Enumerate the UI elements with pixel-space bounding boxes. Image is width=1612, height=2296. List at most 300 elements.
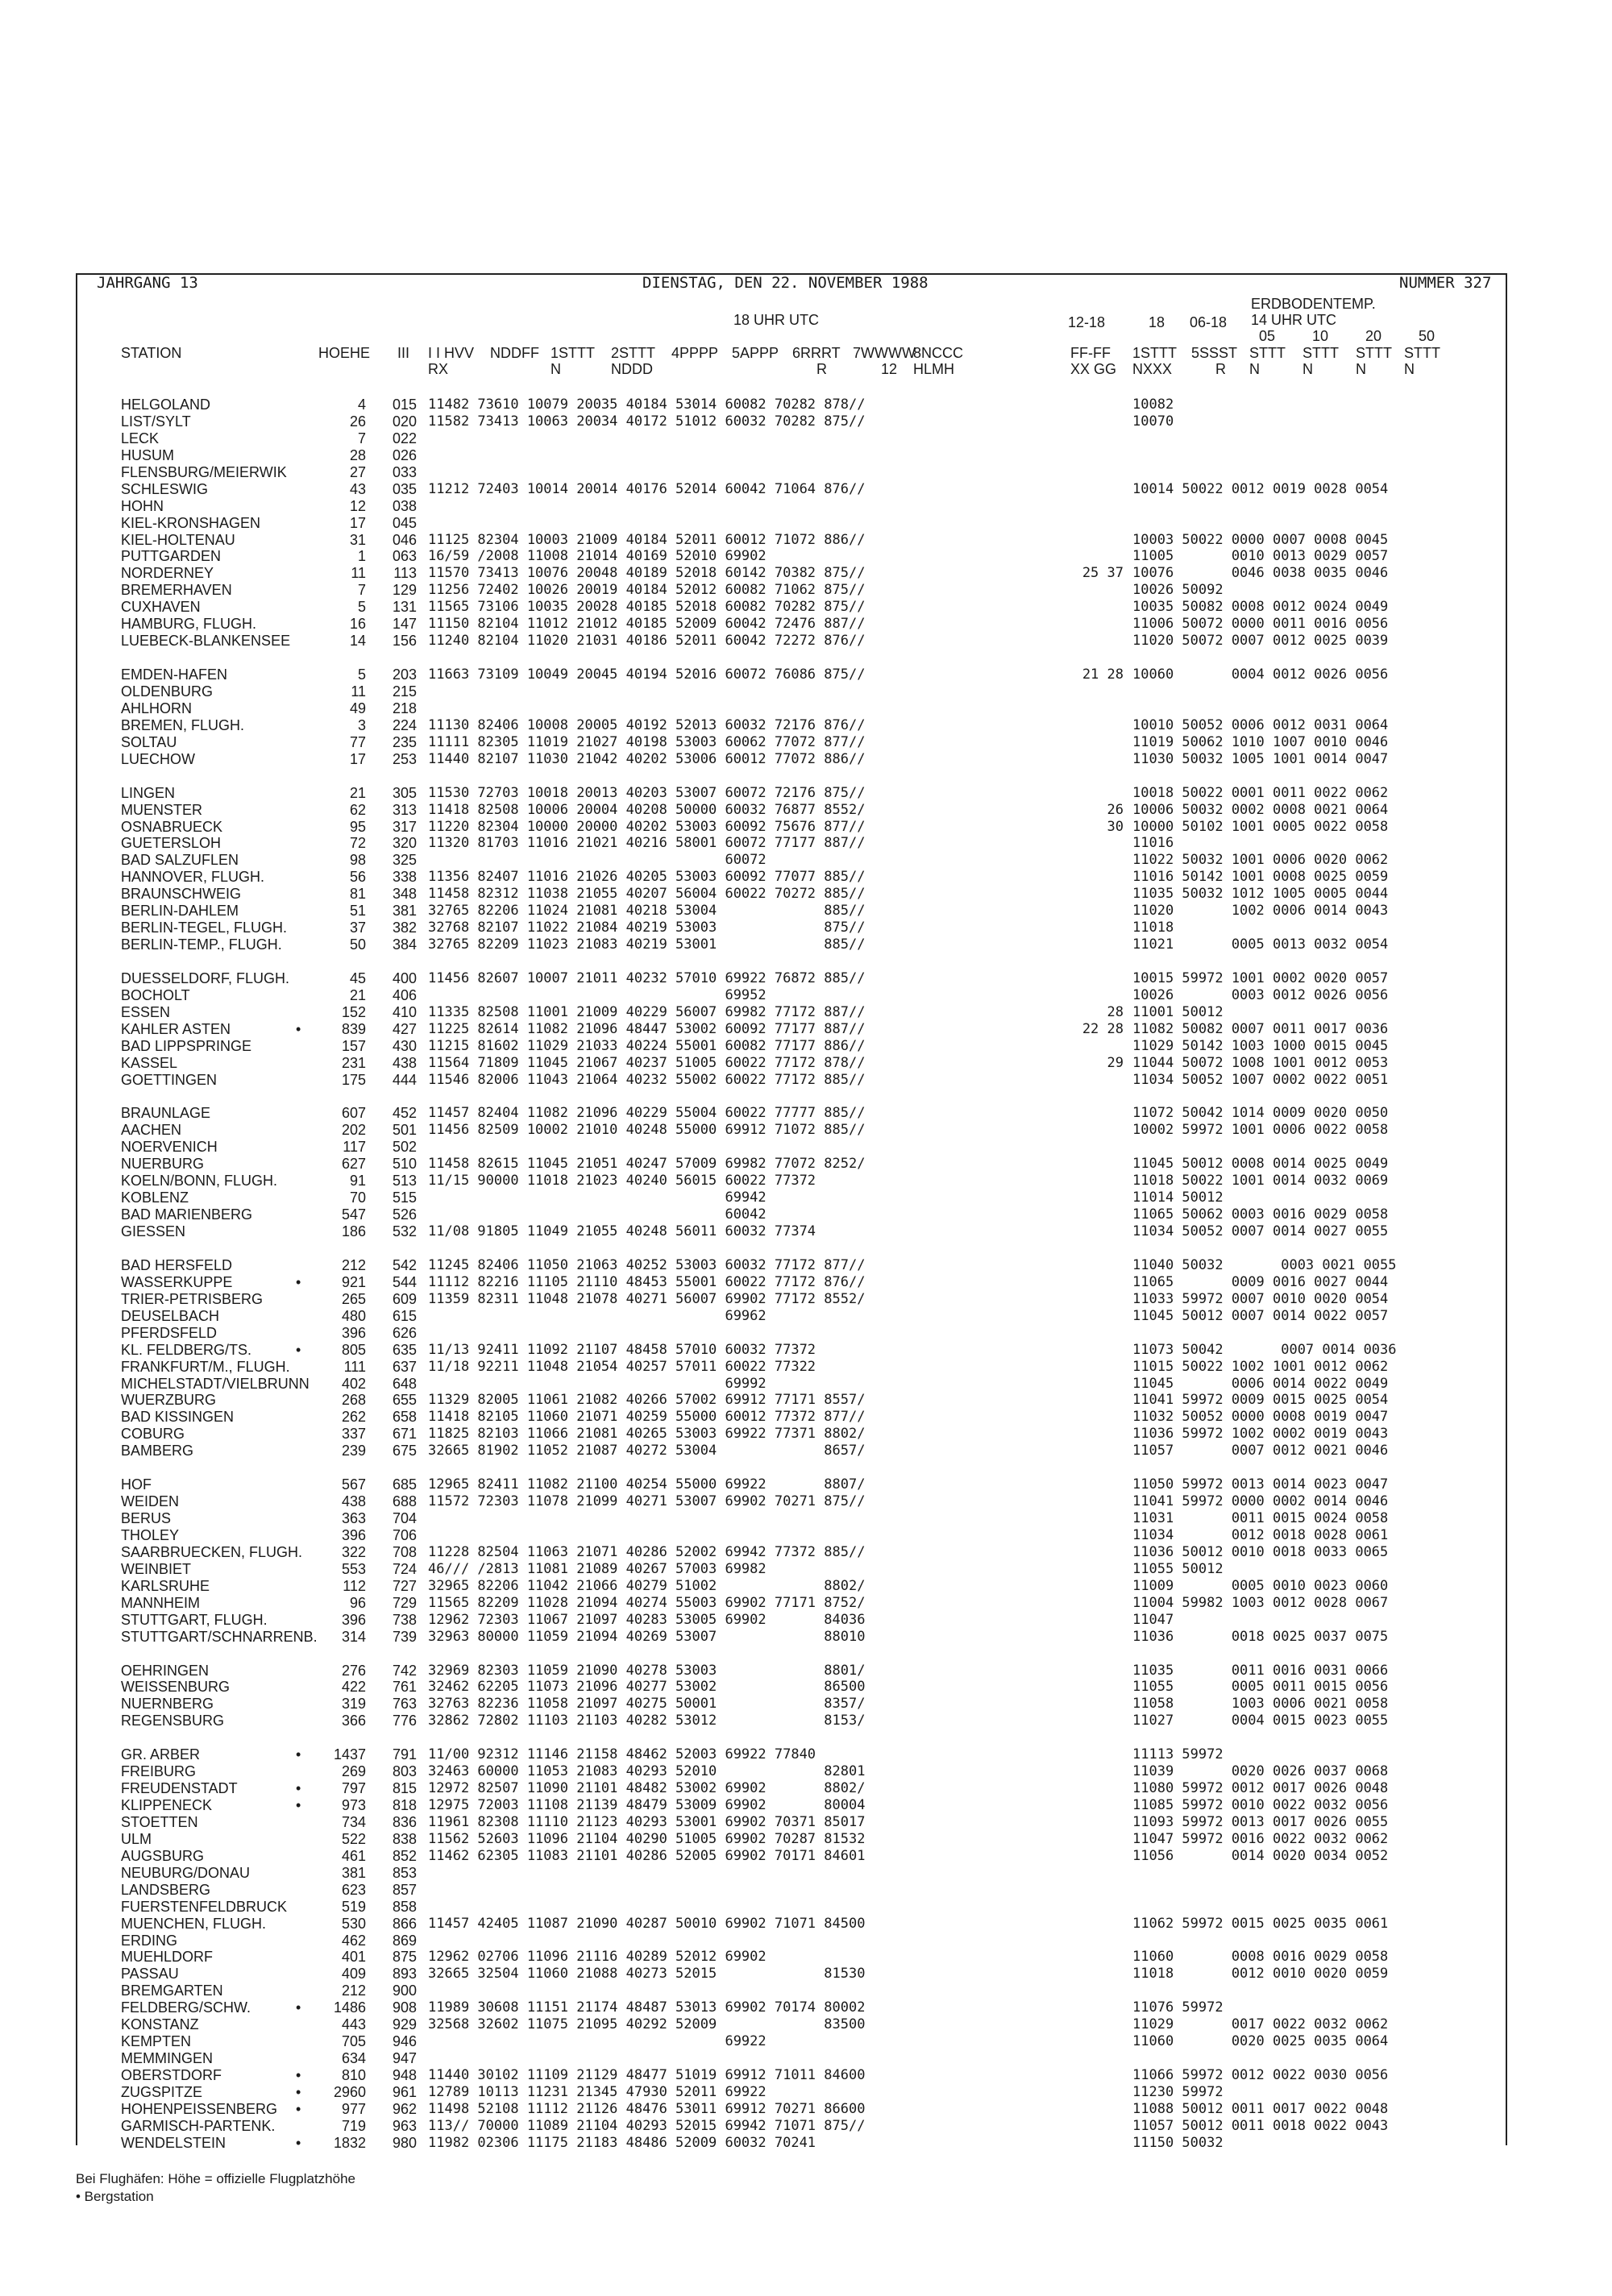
table-row bbox=[0, 1308, 1612, 1324]
synop-groups: 11565 82209 11028 21094 40274 55003 69902 77171 8752/ bbox=[428, 1595, 866, 1611]
table-row bbox=[0, 1595, 1612, 1611]
station-name: PASSAU bbox=[121, 1966, 179, 1982]
soil-temperature-groups: 11045 50012 0007 0014 0022 0057 bbox=[1132, 1308, 1389, 1324]
station-height: 21 bbox=[349, 987, 366, 1003]
station-id: 305 bbox=[392, 785, 417, 801]
synop-groups: 32965 82206 11042 21066 40279 51002 8802/ bbox=[428, 1578, 866, 1594]
table-row bbox=[0, 1122, 1612, 1138]
station-id: 729 bbox=[392, 1595, 417, 1611]
station-name: KOELN/BONN, FLUGH. bbox=[121, 1173, 278, 1189]
synop-groups: 12962 72303 11067 21097 40283 53005 69902 84036 bbox=[428, 1612, 866, 1628]
station-name: BAD HERSFELD bbox=[121, 1257, 233, 1273]
station-id: 706 bbox=[392, 1527, 417, 1543]
soil-temperature-groups: 10014 50022 0012 0019 0028 0054 bbox=[1132, 481, 1389, 497]
table-row bbox=[0, 2101, 1612, 2117]
station-id: 980 bbox=[392, 2135, 417, 2151]
station-name: STUTTGART/SCHNARRENB. bbox=[121, 1629, 318, 1645]
station-id: 739 bbox=[392, 1629, 417, 1645]
synop-groups: 11240 82104 11020 21031 40186 52011 60042 72272 876// bbox=[428, 633, 866, 649]
header-18: 18 bbox=[1149, 314, 1165, 330]
station-id: 046 bbox=[392, 532, 417, 548]
station-height: 276 bbox=[341, 1663, 366, 1679]
station-id: 838 bbox=[392, 1831, 417, 1847]
table-row bbox=[0, 464, 1612, 480]
soil-temperature-groups: 11015 50022 1002 1001 0012 0062 bbox=[1132, 1359, 1389, 1375]
table-row bbox=[0, 2016, 1612, 2032]
station-height: 1437 bbox=[333, 1746, 366, 1762]
station-name: BERLIN-TEGEL, FLUGH. bbox=[121, 920, 288, 936]
station-id: 727 bbox=[392, 1578, 417, 1594]
station-name: NUERNBERG bbox=[121, 1696, 214, 1712]
synop-groups: 11482 73610 10079 20035 40184 53014 60082 70282 878// bbox=[428, 397, 866, 413]
table-row bbox=[0, 1578, 1612, 1594]
table-row bbox=[0, 734, 1612, 750]
soil-temperature-groups: 11045 0006 0014 0022 0049 bbox=[1132, 1376, 1389, 1392]
station-height: 21 bbox=[349, 785, 366, 801]
station-id: 020 bbox=[392, 413, 417, 430]
synop-groups: 11565 73106 10035 20028 40185 52018 60082 70282 875// bbox=[428, 599, 866, 615]
station-height: 319 bbox=[341, 1696, 366, 1712]
soil-temperature-groups: 11113 59972 bbox=[1132, 1746, 1224, 1762]
station-height: 11 bbox=[351, 565, 366, 581]
station-id: 947 bbox=[392, 2050, 417, 2066]
station-height: 98 bbox=[349, 852, 366, 868]
station-name: ULM bbox=[121, 1831, 152, 1847]
header-ihvv: I I HVV RX bbox=[428, 345, 475, 377]
table-row bbox=[0, 1999, 1612, 2016]
station-id: 406 bbox=[392, 987, 417, 1003]
station-id: 022 bbox=[392, 430, 417, 446]
table-row bbox=[0, 1561, 1612, 1577]
synop-groups: 11130 82406 10008 20005 40192 52013 60032 72176 876// bbox=[428, 717, 866, 733]
gust-values: 30 bbox=[1107, 819, 1124, 835]
synop-groups: 69942 bbox=[428, 1190, 767, 1206]
soil-temperature-groups: 11032 50052 0000 0008 0019 0047 bbox=[1132, 1409, 1389, 1425]
header-2sttt: 2STTT NDDD bbox=[611, 345, 656, 377]
station-id: 704 bbox=[392, 1510, 417, 1526]
station-id: 427 bbox=[392, 1021, 417, 1037]
soil-temperature-groups: 11088 50012 0011 0017 0022 0048 bbox=[1132, 2101, 1389, 2117]
synop-groups: 12975 72003 11108 21139 48479 53009 69902 80004 bbox=[428, 1797, 866, 1813]
station-height: 37 bbox=[349, 920, 366, 936]
synop-groups: 12962 02706 11096 21116 40289 52012 69902 bbox=[428, 1949, 767, 1965]
table-row bbox=[0, 1173, 1612, 1189]
station-name: FREIBURG bbox=[121, 1763, 197, 1779]
mountain-station-marker: • bbox=[296, 1274, 301, 1290]
station-name: KIEL-HOLTENAU bbox=[121, 532, 235, 548]
station-height: 43 bbox=[349, 481, 366, 497]
synop-groups: 11530 72703 10018 20013 40203 53007 60072 72176 875// bbox=[428, 785, 866, 801]
issue-number: NUMMER 327 bbox=[1399, 274, 1492, 292]
header-14-uhr-utc: 14 UHR UTC bbox=[1251, 312, 1337, 328]
soil-temperature-groups: 11056 0014 0020 0034 0052 bbox=[1132, 1848, 1389, 1864]
table-row bbox=[0, 683, 1612, 700]
station-id: 858 bbox=[392, 1899, 417, 1915]
soil-temperature-groups: 11031 0011 0015 0024 0058 bbox=[1132, 1510, 1389, 1526]
synop-groups: 11335 82508 11001 21009 40229 56007 69982 77172 887// bbox=[428, 1004, 866, 1020]
synop-groups: 69922 bbox=[428, 2033, 767, 2049]
station-id: 776 bbox=[392, 1713, 417, 1729]
soil-temperature-groups: 10010 50052 0006 0012 0031 0064 bbox=[1132, 717, 1389, 733]
station-height: 212 bbox=[341, 1257, 366, 1273]
synop-groups: 32763 82236 11058 21097 40275 50001 8357/ bbox=[428, 1696, 866, 1712]
station-name: FREUDENSTADT bbox=[121, 1780, 238, 1796]
table-row bbox=[0, 616, 1612, 632]
table-row bbox=[0, 751, 1612, 767]
station-name: WEISSENBURG bbox=[121, 1679, 231, 1695]
station-name: BAD KISSINGEN bbox=[121, 1409, 235, 1425]
station-name: TRIER-PETRISBERG bbox=[121, 1291, 264, 1307]
header-depth-50: 50 bbox=[1419, 328, 1435, 344]
mountain-station-marker: • bbox=[296, 1780, 301, 1796]
soil-temperature-groups: 11055 0005 0011 0015 0056 bbox=[1132, 1679, 1389, 1695]
table-row bbox=[0, 987, 1612, 1003]
synop-groups: 46/// /2813 11081 21089 40267 57003 69982 bbox=[428, 1561, 767, 1577]
synop-groups: 11564 71809 11045 21067 40237 51005 60022 77172 878// bbox=[428, 1055, 866, 1071]
station-name: OBERSTDORF bbox=[121, 2067, 222, 2083]
table-row bbox=[0, 1899, 1612, 1915]
station-id: 742 bbox=[392, 1663, 417, 1679]
station-id: 526 bbox=[392, 1206, 417, 1223]
table-row bbox=[0, 1359, 1612, 1375]
mountain-station-marker: • bbox=[296, 2067, 301, 2083]
station-name: FELDBERG/SCHW. bbox=[121, 1999, 251, 2016]
synop-groups: 11245 82406 11050 21063 40252 53003 60032 77172 877// bbox=[428, 1257, 866, 1273]
station-name: AACHEN bbox=[121, 1122, 182, 1138]
station-id: 615 bbox=[392, 1308, 417, 1324]
table-row bbox=[0, 1274, 1612, 1290]
synop-groups: 32969 82303 11059 21090 40278 53003 8801/ bbox=[428, 1663, 866, 1679]
soil-temperature-groups: 10026 50092 bbox=[1132, 582, 1224, 598]
station-height: 547 bbox=[341, 1206, 366, 1223]
soil-temperature-groups: 11036 50012 0010 0018 0033 0065 bbox=[1132, 1544, 1389, 1560]
table-row bbox=[0, 1933, 1612, 1949]
station-height: 322 bbox=[341, 1544, 366, 1560]
station-height: 634 bbox=[341, 2050, 366, 2066]
station-height: 627 bbox=[341, 1156, 366, 1172]
table-row bbox=[0, 1105, 1612, 1121]
station-name: ERDING bbox=[121, 1933, 178, 1949]
soil-temperature-groups: 11020 1002 0006 0014 0043 bbox=[1132, 903, 1389, 919]
station-height: 45 bbox=[349, 970, 366, 986]
station-id: 131 bbox=[392, 599, 417, 615]
soil-temperature-groups: 11057 50012 0011 0018 0022 0043 bbox=[1132, 2118, 1389, 2134]
soil-temperature-groups: 11050 59972 0013 0014 0023 0047 bbox=[1132, 1476, 1389, 1493]
station-name: STOETTEN bbox=[121, 1814, 198, 1830]
station-height: 70 bbox=[349, 1190, 366, 1206]
station-id: 946 bbox=[392, 2033, 417, 2049]
station-height: 231 bbox=[341, 1055, 366, 1071]
header-1sttt-soil: 1STTT NXXX bbox=[1132, 345, 1178, 377]
station-height: 462 bbox=[341, 1933, 366, 1949]
station-name: CUXHAVEN bbox=[121, 599, 201, 615]
station-height: 314 bbox=[341, 1629, 366, 1645]
station-name: KONSTANZ bbox=[121, 2016, 199, 2032]
station-height: 519 bbox=[341, 1899, 366, 1915]
header-5ssst: 5SSST R bbox=[1191, 345, 1238, 377]
header-sttt-20: STTT N bbox=[1356, 345, 1392, 377]
synop-groups: 11462 62305 11083 21101 40286 52005 69902 70171 84601 bbox=[428, 1848, 866, 1864]
station-height: 1486 bbox=[333, 1999, 366, 2016]
station-height: 202 bbox=[341, 1122, 366, 1138]
table-row bbox=[0, 1544, 1612, 1560]
header-range-12-18: 12-18 bbox=[1068, 314, 1106, 330]
gust-values: 29 bbox=[1107, 1055, 1124, 1071]
station-id: 791 bbox=[392, 1746, 417, 1762]
gust-values: 21 28 bbox=[1082, 666, 1124, 683]
soil-temperature-groups: 11065 50062 0003 0016 0029 0058 bbox=[1132, 1206, 1389, 1223]
table-row bbox=[0, 1763, 1612, 1779]
table-row bbox=[0, 548, 1612, 564]
station-height: 31 bbox=[349, 532, 366, 548]
table-row bbox=[0, 447, 1612, 463]
station-id: 609 bbox=[392, 1291, 417, 1307]
synop-groups: 32665 81902 11052 21087 40272 53004 8657/ bbox=[428, 1443, 866, 1459]
station-height: 26 bbox=[349, 413, 366, 430]
synop-groups: 11225 82614 11082 21096 48447 53002 60092 77177 887// bbox=[428, 1021, 866, 1037]
synop-groups: 11456 82509 10002 21010 40248 55000 69912 71072 885// bbox=[428, 1122, 866, 1138]
station-name: BAD SALZUFLEN bbox=[121, 852, 239, 868]
soil-temperature-groups: 11009 0005 0010 0023 0060 bbox=[1132, 1578, 1389, 1594]
table-row bbox=[0, 1376, 1612, 1392]
synop-groups: 11418 82508 10006 20004 40208 50000 60032 76877 8552/ bbox=[428, 802, 866, 818]
synop-groups: 32765 82206 11024 21081 40218 53004 885// bbox=[428, 903, 866, 919]
station-id: 035 bbox=[392, 481, 417, 497]
synop-groups: 11989 30608 11151 21174 48487 53013 69902 70174 80002 bbox=[428, 1999, 866, 2016]
table-row bbox=[0, 633, 1612, 649]
station-name: KOBLENZ bbox=[121, 1190, 189, 1206]
mountain-station-marker: • bbox=[296, 2101, 301, 2117]
table-row bbox=[0, 1679, 1612, 1695]
station-height: 62 bbox=[349, 802, 366, 818]
station-name: BERLIN-DAHLEM bbox=[121, 903, 239, 919]
station-height: 268 bbox=[341, 1392, 366, 1408]
table-row bbox=[0, 1949, 1612, 1965]
soil-temperature-groups: 11034 50052 1007 0002 0022 0051 bbox=[1132, 1072, 1389, 1088]
soil-temperature-groups: 11065 0009 0016 0027 0044 bbox=[1132, 1274, 1389, 1290]
header-iii: III bbox=[397, 345, 410, 361]
station-id: 761 bbox=[392, 1679, 417, 1695]
table-row bbox=[0, 2084, 1612, 2100]
soil-temperature-groups: 11085 59972 0010 0022 0032 0056 bbox=[1132, 1797, 1389, 1813]
table-row bbox=[0, 819, 1612, 835]
soil-temperature-groups: 11058 1003 0006 0021 0058 bbox=[1132, 1696, 1389, 1712]
station-height: 1 bbox=[357, 548, 366, 564]
station-height: 530 bbox=[341, 1916, 366, 1932]
station-height: 72 bbox=[349, 835, 366, 851]
table-row bbox=[0, 1696, 1612, 1712]
station-height: 12 bbox=[349, 498, 366, 514]
station-id: 544 bbox=[392, 1274, 417, 1290]
table-row bbox=[0, 1814, 1612, 1830]
station-height: 366 bbox=[341, 1713, 366, 1729]
station-height: 422 bbox=[341, 1679, 366, 1695]
table-row bbox=[0, 582, 1612, 598]
synop-groups: 32462 62205 11073 21096 40277 53002 86500 bbox=[428, 1679, 866, 1695]
soil-temperature-groups: 11035 50032 1012 1005 0005 0044 bbox=[1132, 886, 1389, 902]
table-row bbox=[0, 835, 1612, 851]
soil-temperature-groups: 11018 50022 1001 0014 0032 0069 bbox=[1132, 1173, 1389, 1189]
station-height: 973 bbox=[341, 1797, 366, 1813]
station-name: LIST/SYLT bbox=[121, 413, 191, 430]
station-id: 147 bbox=[392, 616, 417, 632]
station-id: 444 bbox=[392, 1072, 417, 1088]
station-name: BRAUNLAGE bbox=[121, 1105, 211, 1121]
synop-groups: 113// 70000 11089 21104 40293 52015 69942 71071 875// bbox=[428, 2118, 866, 2134]
header-station: STATION bbox=[121, 345, 182, 361]
station-id: 382 bbox=[392, 920, 417, 936]
header-range-06-18: 06-18 bbox=[1190, 314, 1228, 330]
soil-temperature-groups: 11066 59972 0012 0022 0030 0056 bbox=[1132, 2067, 1389, 2083]
station-height: 91 bbox=[349, 1173, 366, 1189]
station-id: 430 bbox=[392, 1038, 417, 1054]
synop-groups: 11457 42405 11087 21090 40287 50010 69902 71071 84500 bbox=[428, 1916, 866, 1932]
volume-label: JAHRGANG 13 bbox=[97, 274, 198, 292]
soil-temperature-groups: 10000 50102 1001 0005 0022 0058 bbox=[1132, 819, 1389, 835]
soil-temperature-groups: 11018 bbox=[1132, 920, 1174, 936]
station-name: BERLIN-TEMP., FLUGH. bbox=[121, 936, 282, 953]
synop-groups: 11359 82311 11048 21078 40271 56007 69902 77172 8552/ bbox=[428, 1291, 866, 1307]
soil-temperature-groups: 11044 50072 1008 1001 0012 0053 bbox=[1132, 1055, 1389, 1071]
station-name: MUEHLDORF bbox=[121, 1949, 214, 1965]
synop-groups: 12972 82507 11090 21101 48482 53002 69902 8802/ bbox=[428, 1780, 866, 1796]
synop-groups: 11570 73413 10076 20048 40189 52018 60142 70382 875// bbox=[428, 565, 866, 581]
soil-temperature-groups: 11034 50052 0007 0014 0027 0055 bbox=[1132, 1223, 1389, 1239]
station-height: 7 bbox=[357, 582, 366, 598]
station-id: 671 bbox=[392, 1426, 417, 1442]
station-height: 623 bbox=[341, 1882, 366, 1898]
table-row bbox=[0, 1663, 1612, 1679]
synop-groups: 11228 82504 11063 21071 40286 52002 69942 77372 885// bbox=[428, 1544, 866, 1560]
station-id: 156 bbox=[392, 633, 417, 649]
station-id: 866 bbox=[392, 1916, 417, 1932]
station-id: 532 bbox=[392, 1223, 417, 1239]
soil-temperature-groups: 11018 0012 0010 0020 0059 bbox=[1132, 1966, 1389, 1982]
station-name: BREMGARTEN bbox=[121, 1983, 223, 1999]
station-height: 56 bbox=[349, 869, 366, 885]
soil-temperature-groups: 10018 50022 0001 0011 0022 0062 bbox=[1132, 785, 1389, 801]
soil-temperature-groups: 11060 0008 0016 0029 0058 bbox=[1132, 1949, 1389, 1965]
station-id: 410 bbox=[392, 1004, 417, 1020]
header-4pppp: 4PPPP bbox=[671, 345, 719, 361]
station-height: 50 bbox=[349, 936, 366, 953]
station-name: LUEBECK-BLANKENSEE bbox=[121, 633, 291, 649]
station-name: OEHRINGEN bbox=[121, 1663, 210, 1679]
station-id: 893 bbox=[392, 1966, 417, 1982]
soil-temperature-groups: 11045 50012 0008 0014 0025 0049 bbox=[1132, 1156, 1389, 1172]
soil-temperature-groups: 11076 59972 bbox=[1132, 1999, 1224, 2016]
soil-temperature-groups: 11055 50012 bbox=[1132, 1561, 1224, 1577]
station-name: KIEL-KRONSHAGEN bbox=[121, 515, 261, 531]
station-name: GR. ARBER bbox=[121, 1746, 201, 1762]
station-name: BOCHOLT bbox=[121, 987, 190, 1003]
station-height: 81 bbox=[349, 886, 366, 902]
station-height: 186 bbox=[341, 1223, 366, 1239]
station-name: HUSUM bbox=[121, 447, 174, 463]
table-row bbox=[0, 1426, 1612, 1442]
soil-temperature-groups: 11021 0005 0013 0032 0054 bbox=[1132, 936, 1389, 953]
soil-temperature-groups: 11057 0007 0012 0021 0046 bbox=[1132, 1443, 1389, 1459]
synop-groups: 32665 32504 11060 21088 40273 52015 81530 bbox=[428, 1966, 866, 1982]
synop-groups: 32765 82209 11023 21083 40219 53001 885// bbox=[428, 936, 866, 953]
station-height: 480 bbox=[341, 1308, 366, 1324]
soil-temperature-groups: 10070 bbox=[1132, 413, 1174, 430]
soil-temperature-groups: 11035 0011 0016 0031 0066 bbox=[1132, 1663, 1389, 1679]
station-name: FRANKFURT/M., FLUGH. bbox=[121, 1359, 290, 1375]
header-1sttt: 1STTT N bbox=[550, 345, 596, 377]
soil-temperature-groups: 11029 0017 0022 0032 0062 bbox=[1132, 2016, 1389, 2032]
synop-groups: 11582 73413 10063 20034 40172 51012 60032 70282 875// bbox=[428, 413, 866, 430]
station-id: 384 bbox=[392, 936, 417, 953]
station-id: 501 bbox=[392, 1122, 417, 1138]
table-row bbox=[0, 532, 1612, 548]
soil-temperature-groups: 11080 59972 0012 0017 0026 0048 bbox=[1132, 1780, 1389, 1796]
station-name: NEUBURG/DONAU bbox=[121, 1865, 251, 1881]
table-row bbox=[0, 1021, 1612, 1037]
table-row bbox=[0, 666, 1612, 683]
station-height: 607 bbox=[341, 1105, 366, 1121]
soil-temperature-groups: 10026 0003 0012 0026 0056 bbox=[1132, 987, 1389, 1003]
table-row bbox=[0, 1139, 1612, 1155]
synop-groups: 11458 82615 11045 21051 40247 57009 69982 77072 8252/ bbox=[428, 1156, 866, 1172]
station-name: SAARBRUECKEN, FLUGH. bbox=[121, 1544, 303, 1560]
station-height: 396 bbox=[341, 1612, 366, 1628]
station-height: 265 bbox=[341, 1291, 366, 1307]
soil-temperature-groups: 11029 50142 1003 1000 0015 0045 bbox=[1132, 1038, 1389, 1054]
synop-groups: 11572 72303 11078 21099 40271 53007 69902 70271 875// bbox=[428, 1493, 866, 1509]
soil-temperature-groups: 11030 50032 1005 1001 0014 0047 bbox=[1132, 751, 1389, 767]
station-height: 117 bbox=[343, 1139, 366, 1155]
station-name: MUENCHEN, FLUGH. bbox=[121, 1916, 267, 1932]
station-height: 734 bbox=[341, 1814, 366, 1830]
synop-groups: 32963 80000 11059 21094 40269 53007 88010 bbox=[428, 1629, 866, 1645]
synop-groups: 11825 82103 11066 21081 40265 53003 69922 77371 8802/ bbox=[428, 1426, 866, 1442]
synop-groups: 11329 82005 11061 21082 40266 57002 69912 77171 8557/ bbox=[428, 1392, 866, 1408]
station-name: BRAUNSCHWEIG bbox=[121, 886, 242, 902]
station-name: KAHLER ASTEN bbox=[121, 1021, 231, 1037]
synop-groups: 11546 82006 11043 21064 40232 55002 60022 77172 885// bbox=[428, 1072, 866, 1088]
synop-groups: 32768 82107 11022 21084 40219 53003 875// bbox=[428, 920, 866, 936]
soil-temperature-groups: 11005 0010 0013 0029 0057 bbox=[1132, 548, 1389, 564]
synop-groups: 11356 82407 11016 21026 40205 53003 60092 77077 885// bbox=[428, 869, 866, 885]
table-row bbox=[0, 1072, 1612, 1088]
soil-temperature-groups: 11060 0020 0025 0035 0064 bbox=[1132, 2033, 1389, 2049]
table-row bbox=[0, 1983, 1612, 1999]
synop-groups: 11440 30102 11109 21129 48477 51019 69912 71011 84600 bbox=[428, 2067, 866, 2083]
table-row bbox=[0, 397, 1612, 413]
station-height: 96 bbox=[349, 1595, 366, 1611]
synop-groups: 32862 72802 11103 21103 40282 53012 8153/ bbox=[428, 1713, 866, 1729]
station-id: 853 bbox=[392, 1865, 417, 1881]
table-row bbox=[0, 1476, 1612, 1493]
header-nddff: NDDFF bbox=[490, 345, 539, 361]
station-id: 900 bbox=[392, 1983, 417, 1999]
synop-groups: 32463 60000 11053 21083 40293 52010 82801 bbox=[428, 1763, 866, 1779]
table-row bbox=[0, 1223, 1612, 1239]
header-5appp: 5APPP bbox=[732, 345, 779, 361]
station-height: 381 bbox=[341, 1865, 366, 1881]
station-height: 16 bbox=[349, 616, 366, 632]
table-row bbox=[0, 1527, 1612, 1543]
station-name: PUTTGARDEN bbox=[121, 548, 222, 564]
station-id: 857 bbox=[392, 1882, 417, 1898]
soil-temperature-groups: 11006 50072 0000 0011 0016 0056 bbox=[1132, 616, 1389, 632]
synop-groups: 11418 82105 11060 21071 40259 55000 60012 77372 877// bbox=[428, 1409, 866, 1425]
synop-groups: 11961 82308 11110 21123 40293 53001 69902 70371 85017 bbox=[428, 1814, 866, 1830]
header-depth-05: 05 bbox=[1259, 328, 1276, 344]
station-height: 262 bbox=[341, 1409, 366, 1425]
station-id: 253 bbox=[392, 751, 417, 767]
